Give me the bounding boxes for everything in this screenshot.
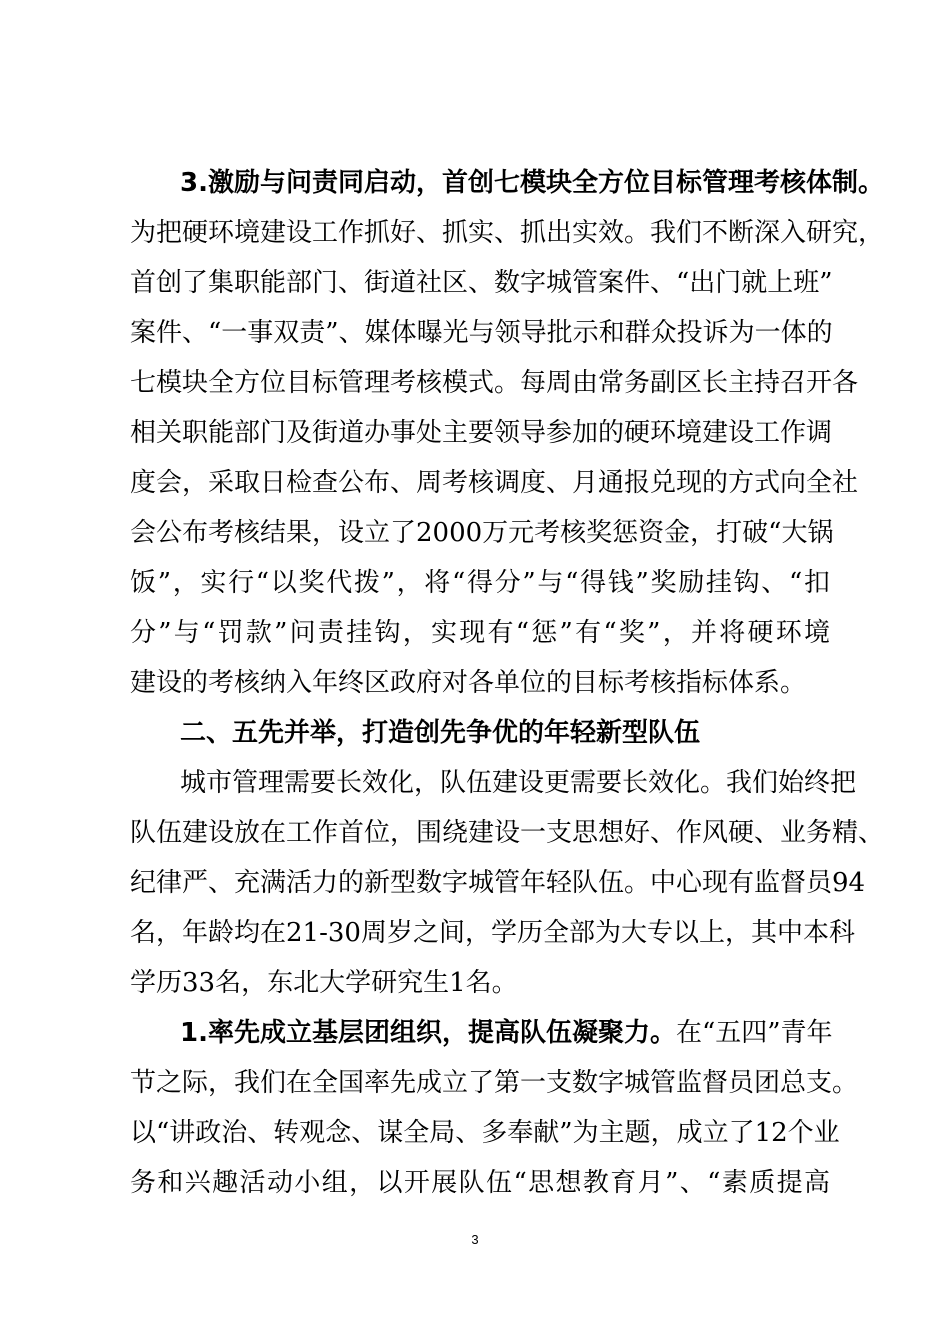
bold-lead: 1.率先成立基层团组织，提高队伍凝聚力。 (180, 1018, 676, 1048)
text-line: 务和兴趣活动小组，以开展队伍“思想教育月”、“素质提高 (130, 1168, 830, 1198)
text-line: 队伍建设放在工作首位，围绕建设一支思想好、作风硬、业务精、 (130, 818, 885, 848)
text-line: 相关职能部门及街道办事处主要领导参加的硬环境建设工作调 (130, 418, 833, 448)
text-line: 纪律严、充满活力的新型数字城管年轻队伍。中心现有监督员94 (130, 868, 866, 898)
paragraph-1-heading-line: 1.率先成立基层团组织，提高队伍凝聚力。在“五四”青年 (180, 1018, 833, 1048)
bold-lead: 3.激励与问责同启动，首创七模块全方位目标管理考核体制。 (180, 168, 884, 198)
text-line: 名，年龄均在21-30周岁之间，学历全部为大专以上，其中本科 (130, 918, 855, 948)
text-line: 度会，采取日检查公布、周考核调度、月通报兑现的方式向全社 (130, 468, 859, 498)
text-line: 首创了集职能部门、街道社区、数字城管案件、“出门就上班” (130, 268, 833, 298)
text-line: 节之际，我们在全国率先成立了第一支数字城管监督员团总支。 (130, 1068, 859, 1098)
section-heading (180, 708, 830, 758)
text-line: 城市管理需要长效化，队伍建设更需要长效化。我们始终把 (180, 768, 857, 798)
section-heading-text: 二、五先并举，打造创先争优的年轻新型队伍 (180, 718, 701, 748)
text-line: 以“讲政治、转观念、谋全局、多奉献”为主题，成立了12个业 (130, 1118, 840, 1148)
text-line: 案件、“一事双责”、媒体曝光与领导批示和群众投诉为一体的 (130, 318, 833, 348)
text-line: 饭”，实行“以奖代拨”，将“得分”与“得钱”奖励挂钩、“扣 (130, 568, 830, 598)
text-line: 分”与“罚款”问责挂钩，实现有“惩”有“奖”，并将硬环境 (130, 618, 830, 648)
text-line: 学历33名，东北大学研究生1名。 (130, 968, 518, 998)
text-line: 会公布考核结果，设立了2000万元考核奖惩资金，打破“大锅 (130, 518, 834, 548)
paragraph-3-heading-line (180, 158, 884, 208)
text-line: 为把硬环境建设工作抓好、抓实、抓出实效。我们不断深入研究， (130, 218, 885, 248)
page-number: 3 (471, 1232, 479, 1247)
text-line: 建设的考核纳入年终区政府对各单位的目标考核指标体系。 (130, 668, 807, 698)
text-line: 七模块全方位目标管理考核模式。每周由常务副区长主持召开各 (130, 368, 859, 398)
